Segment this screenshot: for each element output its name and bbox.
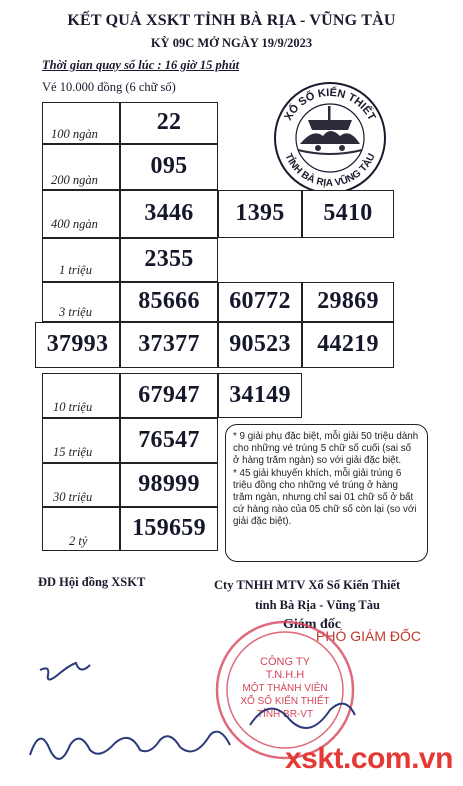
prize-label-cell [42, 144, 120, 190]
winning-number: 5410 [323, 200, 373, 226]
notes-box [225, 424, 428, 562]
winning-number-cell [35, 322, 120, 368]
prize-label: 400 ngàn [51, 217, 98, 231]
logo-text-top: XỔ SỐ KIẾN THIẾT [282, 86, 378, 123]
winning-number: 76547 [138, 426, 200, 453]
prize-label-cell [42, 463, 120, 507]
winning-number: 2355 [144, 246, 194, 272]
winning-number: 1395 [235, 200, 285, 226]
prize-label-cell [42, 238, 120, 282]
winning-number: 34149 [229, 381, 291, 408]
winning-number-cell [120, 102, 218, 144]
note-encouragement: * 45 giải khuyến khích, mỗi giải trúng 6 triệu đồng cho những vé trúng ở hàng trăm ngàn, nhưng chỉ sai 01 chữ số ở bất cứ hàng nào của 05 chữ số còn lại (so với giải đặc biệt). [233, 467, 417, 528]
prize-label-cell [42, 373, 120, 418]
winning-number: 44219 [317, 331, 379, 357]
logo-text-bottom: TỈNH BÀ RỊA VŨNG TÀU [282, 151, 378, 190]
page-title: KẾT QUẢ XSKT TỈNH BÀ RỊA - VŨNG TÀU [67, 12, 396, 29]
winning-number-cell [120, 322, 218, 368]
note-special-consolation: * 9 giải phụ đặc biệt, mỗi giải 50 triệu dành cho những vé trúng 5 chữ số cuối (sai số ở hàng trăm ngàn) so với giải đặc biệt. [233, 431, 419, 467]
ticket-price: Vé 10.000 đồng (6 chữ số) [42, 80, 176, 94]
winning-number-cell [120, 190, 218, 238]
winning-number-cell [120, 144, 218, 190]
winning-number: 3446 [144, 200, 194, 226]
seal-line-4: XỔ SỐ KIẾN THIẾT [240, 696, 330, 707]
winning-number-cell [120, 238, 218, 282]
winning-number: 37993 [46, 331, 109, 357]
winning-number-cell [120, 507, 218, 551]
winning-number: 85666 [138, 288, 200, 314]
seal-line-3: MỘT THÀNH VIÊN [242, 683, 328, 694]
winning-number-cell [218, 282, 302, 322]
winning-number: 67947 [138, 381, 200, 408]
seal-line-5: TỈNH BR-VT [256, 709, 314, 720]
winning-number: 90523 [229, 331, 291, 357]
prize-label: 10 triệu [53, 400, 93, 414]
winning-number: 095 [150, 153, 188, 179]
prize-label: 3 triệu [59, 305, 92, 319]
svg-text:TỈNH BÀ RỊA VŨNG TÀU [282, 152, 377, 189]
draw-period: KỲ 09C MỞ NGÀY 19/9/2023 [150, 36, 313, 50]
winning-number: 159659 [132, 515, 206, 541]
seal-line-2: T.N.H.H [265, 669, 305, 681]
lottery-logo [268, 78, 392, 196]
prize-label: 15 triệu [53, 445, 93, 459]
winning-number: 98999 [138, 471, 200, 497]
winning-number-cell [218, 322, 302, 368]
winning-number-cell [120, 282, 218, 322]
winning-number-cell [120, 373, 218, 418]
winning-number-cell [302, 322, 394, 368]
prize-label-cell [42, 282, 120, 322]
winning-number-cell [302, 190, 394, 238]
winning-number: 37377 [138, 331, 200, 357]
seal-line-1: CÔNG TY [260, 656, 310, 668]
prize-label-cell [42, 102, 120, 144]
winning-number-cell [120, 418, 218, 463]
winning-number: 29869 [317, 288, 379, 314]
company-province: tỉnh Bà Rịa - Vũng Tàu [255, 598, 380, 612]
council-representative: ĐD Hội đồng XSKT [38, 575, 146, 589]
winning-number: 60772 [229, 288, 291, 314]
prize-label-cell [42, 418, 120, 463]
prize-label: 1 triệu [59, 263, 92, 277]
winning-number: 22 [156, 109, 182, 135]
prize-label: 30 triệu [53, 490, 93, 504]
winning-number-cell [218, 373, 302, 418]
company-name: Cty TNHH MTV Xổ Số Kiến Thiết [214, 578, 401, 592]
prize-label: 200 ngàn [51, 173, 98, 187]
prize-label: 100 ngàn [51, 127, 98, 141]
website-watermark: xskt.com.vn [285, 742, 453, 775]
prize-label-cell [42, 190, 120, 238]
winning-number-cell [120, 463, 218, 507]
winning-number-cell [302, 282, 394, 322]
deputy-director-stamp-title: PHÓ GIÁM ĐỐC [316, 628, 422, 644]
draw-time: Thời gian quay số lúc : 16 giờ 15 phút [42, 58, 240, 72]
winning-number-cell [218, 190, 302, 238]
director-title: Giám đốc [283, 617, 341, 632]
prize-label-cell [42, 507, 120, 551]
prize-label: 2 tỷ [69, 534, 88, 548]
